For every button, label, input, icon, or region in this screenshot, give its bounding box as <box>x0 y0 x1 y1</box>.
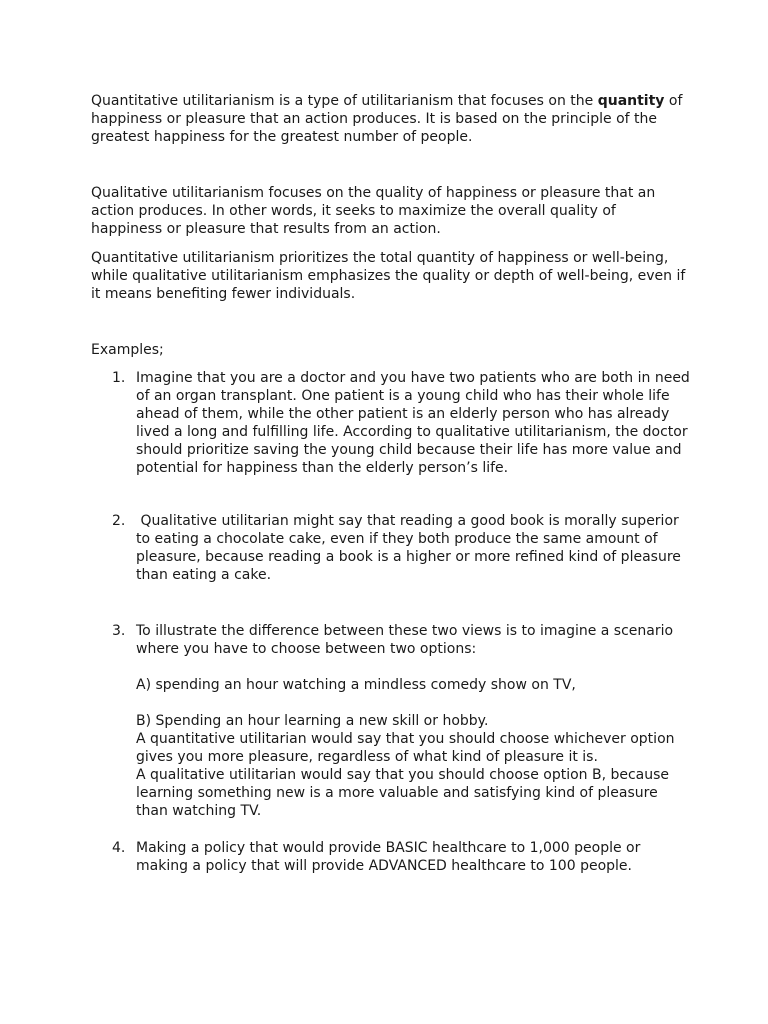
list-item <box>91 622 691 820</box>
list-item <box>91 839 691 875</box>
list-item <box>91 369 691 477</box>
list-item-text: Making a policy that would provide BASIC healthcare to 1,000 people or making a policy that will provide ADVANCED healthcare to 100 people. <box>136 840 641 874</box>
paragraph-comparison: Quantitative utilitarianism prioritizes the total quantity of happiness or well-being, while qualitative utilitarianism emphasizes the quality or depth of well-being, even if it means benefiting fewer individuals. <box>91 250 686 302</box>
quantitative-view: A quantitative utilitarian would say that you should choose whichever option gives you more pleasure, regardless of what kind of pleasure it is. <box>136 731 675 765</box>
list-number: 1. <box>112 370 126 386</box>
document-page <box>91 92 691 875</box>
paragraph-quantitative-definition <box>91 92 691 146</box>
list-item-text: Imagine that you are a doctor and you have two patients who are both in need of an organ transplant. One patient is a young child who has their whole life ahead of them, while the other patient is an elderly person who has already lived a long and fulfilling life. According to qualitative utilitarianism, the doctor should prioritize saving the young child because their life has more value and potential for happiness than the elderly person’s life. <box>136 370 690 476</box>
list-item <box>91 512 691 584</box>
list-number: 2. <box>112 513 126 529</box>
list-number: 4. <box>112 840 126 856</box>
examples-heading: Examples; <box>91 342 164 358</box>
text: of happiness or pleasure that an action produces. It is based on the principle of the greatest happiness for the greatest number of people. <box>91 93 683 145</box>
option-a: A) spending an hour watching a mindless comedy show on TV, <box>136 677 576 693</box>
qualitative-view: A qualitative utilitarian would say that you should choose option B, because learning something new is a more valuable and satisfying kind of pleasure than watching TV. <box>136 767 670 819</box>
option-b: B) Spending an hour learning a new skill or hobby. <box>136 713 489 729</box>
list-item-text: Qualitative utilitarian might say that reading a good book is morally superior to eating a chocolate cake, even if they both produce the same amount of pleasure, because reading a book is a higher or more refined kind of pleasure than eating a cake. <box>136 513 686 583</box>
examples-list <box>91 369 691 875</box>
text: Quantitative utilitarianism is a type of utilitarianism that focuses on the <box>91 93 598 109</box>
paragraph-qualitative-definition: Qualitative utilitarianism focuses on the quality of happiness or pleasure that an action produces. In other words, it seeks to maximize the overall quality of happiness or pleasure that results from an action. <box>91 185 656 237</box>
list-item-intro: To illustrate the difference between these two views is to imagine a scenario where you have to choose between two options: <box>136 623 674 657</box>
spacer <box>136 694 691 712</box>
list-number: 3. <box>112 623 126 639</box>
bold-quantity: quantity <box>597 93 665 109</box>
spacer <box>136 658 691 676</box>
